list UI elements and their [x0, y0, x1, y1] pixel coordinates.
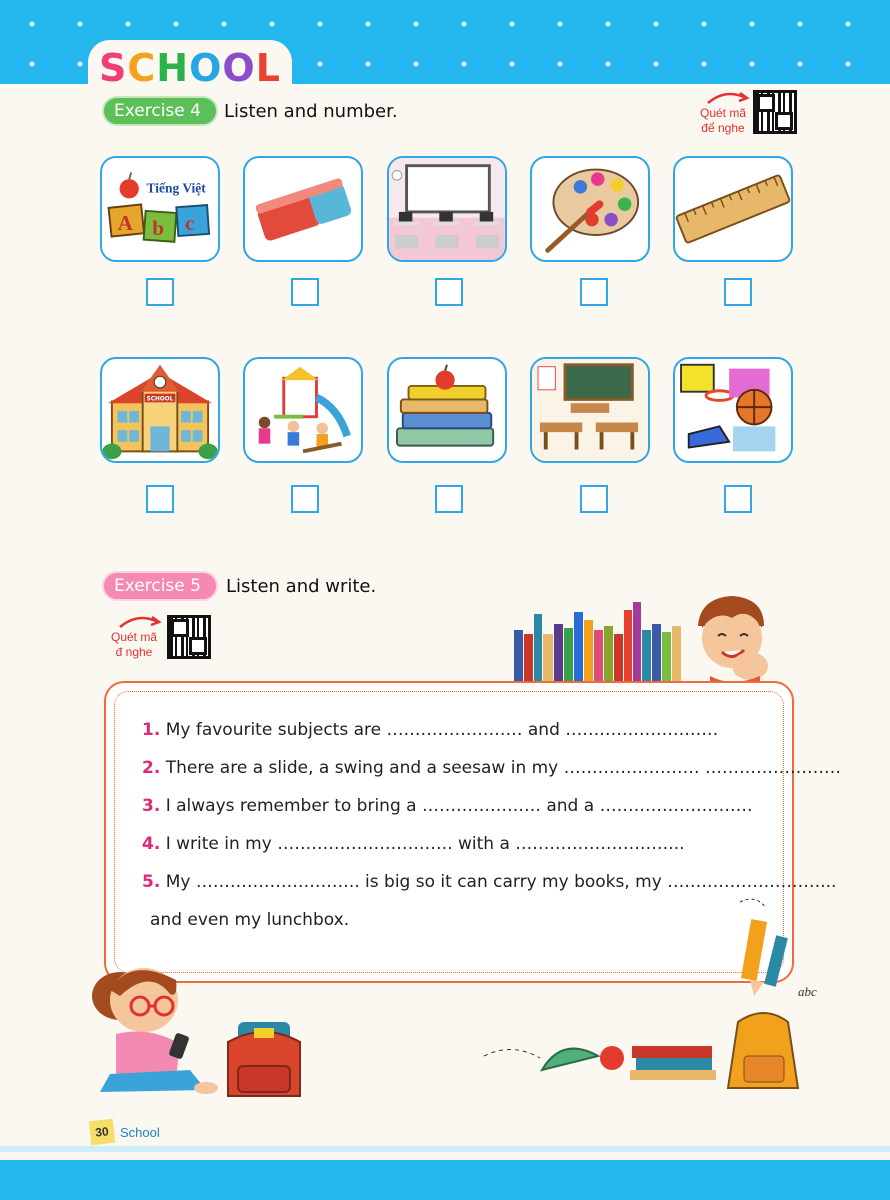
girl-illustration-icon: [80, 950, 226, 1100]
sentence-1[interactable]: [142, 720, 718, 740]
sentence-3[interactable]: [142, 796, 753, 816]
sentence-text: My ……………………….. is big so it can carry my books, my ………………………...: [160, 872, 837, 892]
exercise-4-badge: Exercise 4: [102, 96, 218, 126]
sentence-number: 2.: [142, 758, 161, 778]
answer-box[interactable]: [291, 278, 319, 306]
qr-label-line: đ nghe: [115, 645, 153, 659]
pencil-icon: [736, 896, 794, 996]
answer-box[interactable]: [435, 278, 463, 306]
qr-label-line: Quét mã: [110, 630, 158, 644]
qr-label: [694, 106, 752, 136]
svg-text:b: b: [152, 215, 165, 240]
sentence-number: 1.: [142, 720, 161, 740]
sentence-text: I always remember to bring a ………………… and a ………………………: [160, 796, 753, 816]
sentence-number: 3.: [142, 796, 161, 816]
playground-icon: [245, 359, 361, 461]
qr-code-icon[interactable]: [167, 615, 211, 659]
abc-label: abc: [798, 984, 817, 999]
sentence-number: 4.: [142, 834, 161, 854]
title-letter: O: [189, 46, 223, 90]
classroom-icon: [532, 359, 648, 461]
svg-text:c: c: [185, 211, 195, 236]
page-number: 30: [89, 1119, 115, 1145]
answer-box[interactable]: [580, 485, 608, 513]
answer-box[interactable]: [724, 485, 752, 513]
card-ruler: [673, 156, 793, 262]
svg-text:A: A: [117, 211, 133, 236]
vietnamese-book-icon: [102, 158, 218, 260]
school-sign: SCHOOL: [146, 396, 174, 403]
answer-box[interactable]: [580, 278, 608, 306]
qr-label: [104, 630, 164, 660]
card-books-stack: [387, 357, 507, 463]
sentence-2[interactable]: [142, 758, 841, 778]
answer-box[interactable]: [146, 485, 174, 513]
eraser-icon: [245, 158, 361, 260]
answer-box[interactable]: [291, 485, 319, 513]
title-letter: O: [222, 46, 256, 90]
sentence-4[interactable]: [142, 834, 685, 854]
exercise-5-badge: Exercise 5: [102, 571, 218, 601]
card-eraser: [243, 156, 363, 262]
answer-box[interactable]: [724, 278, 752, 306]
page-title: [99, 46, 281, 90]
title-letter: H: [156, 46, 190, 90]
footer-label: School: [120, 1125, 160, 1140]
title-tab: [88, 40, 292, 96]
title-letter: C: [127, 46, 157, 90]
sentence-5-continuation: and even my lunchbox.: [150, 910, 350, 930]
answer-box[interactable]: [146, 278, 174, 306]
card-playground: [243, 357, 363, 463]
exercise-4-instruction: Listen and number.: [224, 101, 398, 122]
arrow-icon: [706, 88, 750, 106]
sentence-text: There are a slide, a swing and a seesaw in my …………………… ……………………: [160, 758, 842, 778]
bottom-stripe: [0, 1146, 890, 1152]
sports-icon: [675, 359, 791, 461]
card-school-building: [100, 357, 220, 463]
exercise-5-instruction: Listen and write.: [226, 576, 377, 597]
qr-label-line: để nghe: [701, 121, 745, 135]
sentence-5[interactable]: [142, 872, 836, 892]
sentence-number: 5.: [142, 872, 161, 892]
classroom-computers-icon: [389, 158, 505, 260]
answer-box[interactable]: [435, 485, 463, 513]
card-classroom: [530, 357, 650, 463]
card-paint-palette: [530, 156, 650, 262]
card-sports: [673, 357, 793, 463]
paint-palette-icon: [532, 158, 648, 260]
books-stack-icon: [389, 359, 505, 461]
title-letter: L: [255, 46, 281, 90]
card-vietnamese-book: [100, 156, 220, 262]
boy-illustration-icon: [690, 592, 774, 690]
books-row-icon: [512, 600, 692, 684]
qr-code-icon[interactable]: [753, 90, 797, 134]
arrow-icon: [118, 612, 162, 630]
school-supplies-icon: [482, 1002, 808, 1096]
sentence-text: My favourite subjects are …………………… and ………………………: [160, 720, 719, 740]
school-building-icon: [102, 359, 218, 461]
card-computer-classroom: [387, 156, 507, 262]
book-label: Tiếng Việt: [146, 180, 206, 196]
backpack-icon: [218, 1012, 310, 1102]
title-letter: S: [99, 46, 128, 90]
ruler-icon: [675, 158, 791, 260]
qr-label-line: Quét mã: [699, 106, 747, 120]
bottom-banner: [0, 1160, 890, 1200]
sentence-text: I write in my …………………………. with a ………………………...: [160, 834, 685, 854]
